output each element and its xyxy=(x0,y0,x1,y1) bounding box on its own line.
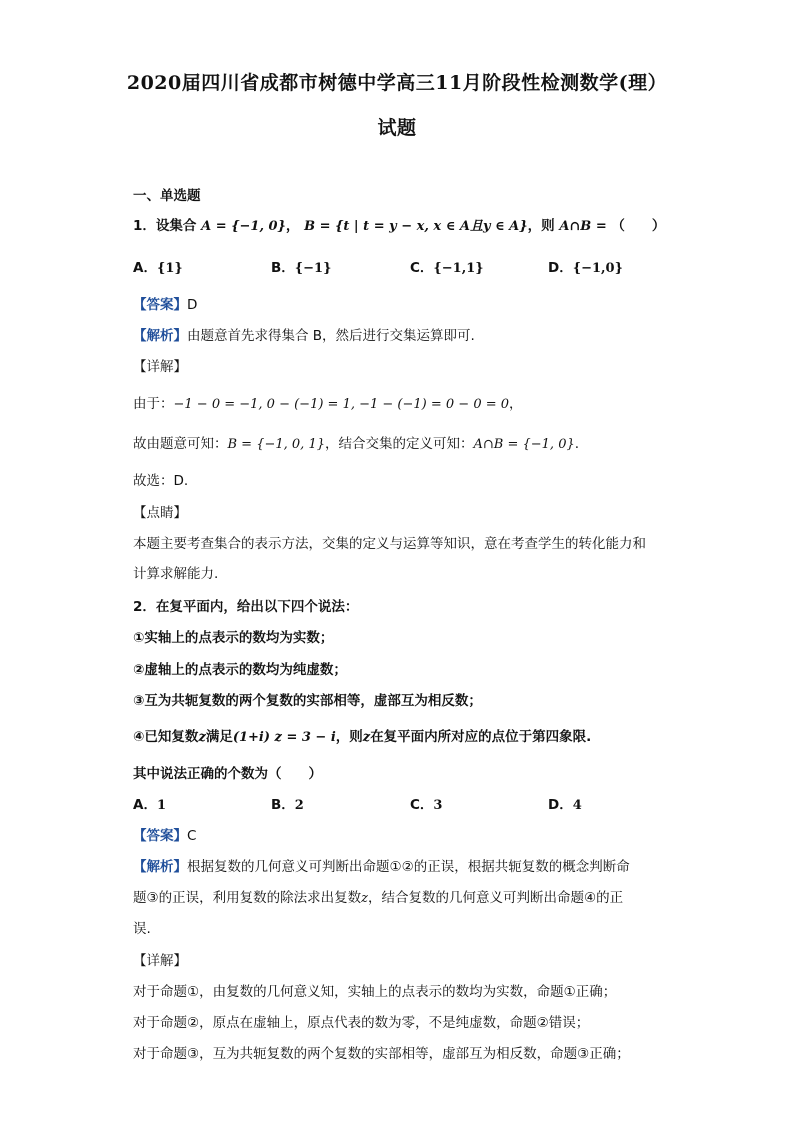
q1-answer xyxy=(133,295,197,315)
q1-set-b: B = {t | t = y − x, x ∈ A且y ∈ A} xyxy=(304,219,528,234)
q1-ask: A∩B = xyxy=(559,219,607,234)
q2-statement-4: ④已知复数z满足(1+i) z = 3 − i，则z在复平面内所对应的点位于第四象限. xyxy=(133,729,592,745)
q2-statement-3: ③互为共轭复数的两个复数的实部相等，虚部互为相反数； xyxy=(133,693,482,709)
q1-option-b: B．{−1} xyxy=(271,260,332,276)
q1-set-a: A = {−1, 0} xyxy=(201,219,286,234)
analysis-tag: 【解析】 xyxy=(133,859,187,875)
q1-detail-1: 由于：−1 − 0 = −1, 0 − (−1) = 1, −1 − (−1) = 0 − 0 = 0， xyxy=(133,396,523,412)
q2-answer xyxy=(133,826,196,846)
q1-option-a: A．{1} xyxy=(133,260,183,276)
q1-detail-tag: 【详解】 xyxy=(133,359,187,375)
q1-stem-suffix: ，则 xyxy=(527,218,555,234)
q1-paren: （ ） xyxy=(611,218,666,234)
document-title: 2020届四川省成都市树德中学高三11月阶段性检测数学(理） xyxy=(126,72,668,94)
answer-tag: 【答案】 xyxy=(133,828,187,844)
q2-statement-2: ②虚轴上的点表示的数均为纯虚数； xyxy=(133,662,347,678)
q2-detail-1: 对于命题①，由复数的几何意义知，实轴上的点表示的数均为实数，命题①正确； xyxy=(133,984,617,1000)
q1-stem-prefix: 1．设集合 xyxy=(133,218,197,234)
answer-tag: 【答案】 xyxy=(133,297,187,313)
q1-option-c: C．{−1,1} xyxy=(410,260,484,276)
analysis-tag: 【解析】 xyxy=(133,328,187,344)
document-title-continued: 试题 xyxy=(377,117,417,139)
section-heading: 一、单选题 xyxy=(133,188,201,204)
q2-detail-tag: 【详解】 xyxy=(133,953,187,969)
answer-value: C xyxy=(187,828,197,844)
q2-option-b: B．2 xyxy=(271,797,304,813)
q1-option-d: D．{−1,0} xyxy=(548,260,623,276)
q2-statement-1: ①实轴上的点表示的数均为实数； xyxy=(133,630,334,646)
q1-conclusion: 故选：D. xyxy=(133,473,189,489)
q1-comment-line-2: 计算求解能力. xyxy=(133,566,219,582)
q1-analysis: 【解析】由题意首先求得集合 B，然后进行交集运算即可. xyxy=(133,328,475,344)
q2-analysis-line-1: 【解析】根据复数的几何意义可判断出命题①②的正误，根据共轭复数的概念判断命 xyxy=(133,859,630,875)
q2-stem: 2．在复平面内，给出以下四个说法： xyxy=(133,599,359,615)
q1-comment-line-1: 本题主要考查集合的表示方法，交集的定义与运算等知识，意在考查学生的转化能力和 xyxy=(133,536,646,552)
q2-option-c: C．3 xyxy=(410,797,443,813)
q2-analysis-line-3: 误. xyxy=(133,921,151,937)
q2-ask: 其中说法正确的个数为（ ） xyxy=(133,766,322,782)
q1-separator: ， xyxy=(285,218,300,234)
q1-stem xyxy=(133,216,665,237)
q2-analysis-line-2: 题③的正误，利用复数的除法求出复数z，结合复数的几何意义可判断出命题④的正 xyxy=(133,890,624,906)
answer-value: D xyxy=(187,297,198,313)
q2-detail-2: 对于命题②，原点在虚轴上，原点代表的数为零，不是纯虚数，命题②错误； xyxy=(133,1015,590,1031)
q2-option-a: A．1 xyxy=(133,797,166,813)
q1-detail-2: 故由题意可知：B = {−1, 0, 1}，结合交集的定义可知：A∩B = {−1, 0}. xyxy=(133,436,580,452)
q1-comment-tag: 【点睛】 xyxy=(133,505,187,521)
q2-detail-3: 对于命题③，互为共轭复数的两个复数的实部相等，虚部互为相反数，命题③正确； xyxy=(133,1046,630,1062)
q2-option-d: D．4 xyxy=(548,797,582,813)
